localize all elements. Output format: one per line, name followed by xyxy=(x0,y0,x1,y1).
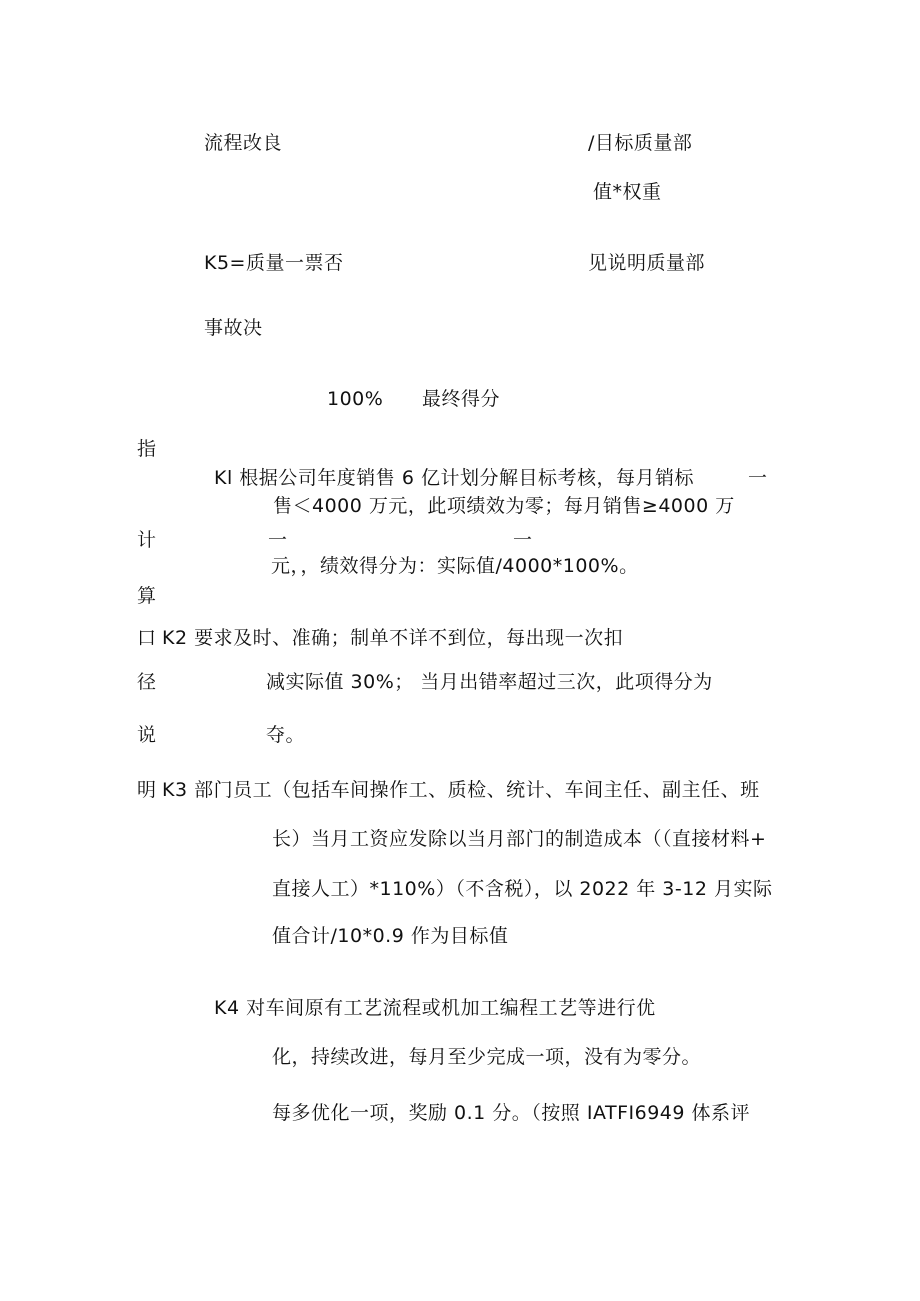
row3-right: 见说明质量部 xyxy=(588,252,706,274)
k3-line3: 直接人工）*110%）（不含税），以 2022 年 3-12 月实际 xyxy=(272,878,773,900)
side-label-char: 算 xyxy=(137,585,157,607)
k1-dash-right: 一 xyxy=(748,467,768,489)
k3-line2: 长）当月工资应发除以当月部门的制造成本（（直接材料+ xyxy=(272,828,767,850)
k1-dash-b: 一 xyxy=(513,529,533,551)
final-score-label: 最终得分 xyxy=(422,388,501,410)
k3-line4: 值合计/10*0.9 作为目标值 xyxy=(272,925,509,947)
row1-right: /目标质量部 xyxy=(588,132,693,154)
k2-line3: 夺。 xyxy=(266,724,306,746)
k1-line1: Kl 根据公司年度销售 6 亿计划分解目标考核，每月销标 xyxy=(214,467,694,489)
row3-left: K5=质量一票否 xyxy=(204,252,344,274)
k4-line2: 化，持续改进，每月至少完成一项，没有为零分。 xyxy=(272,1046,702,1068)
k2-line1: K2 要求及时、准确；制单不详不到位，每出现一次扣 xyxy=(162,627,624,649)
side-label-char: 径 xyxy=(137,671,157,693)
row1-left: 流程改良 xyxy=(204,132,283,154)
k1-dash-a: 一 xyxy=(268,529,288,551)
k4-line3: 每多优化一项，奖励 0.1 分。（按照 IATFI6949 体系评 xyxy=(272,1102,750,1124)
row2-right: 值*权重 xyxy=(593,181,662,203)
side-label-char: 明 xyxy=(137,779,157,801)
side-label-char: 指 xyxy=(137,438,157,460)
side-label-char: 口 xyxy=(137,627,157,649)
row4-left: 事故决 xyxy=(204,317,263,339)
k3-line1: K3 部门员工（包括车间操作工、质检、统计、车间主任、副主任、班 xyxy=(162,779,760,801)
k2-line2: 减实际值 30%； 当月出错率超过三次，此项得分为 xyxy=(266,671,713,693)
k4-line1: K4 对车间原有工艺流程或机加工编程工艺等进行优 xyxy=(214,997,656,1019)
side-label-char: 说 xyxy=(137,724,157,746)
weight-total: 100% xyxy=(327,388,384,410)
k1-line2: 售＜4000 万元，此项绩效为零；每月销售≥4000 万 xyxy=(273,495,735,517)
k1-line3: 元，，绩效得分为：实际值/4000*100%。 xyxy=(271,555,639,577)
side-label-char: 计 xyxy=(137,529,157,551)
